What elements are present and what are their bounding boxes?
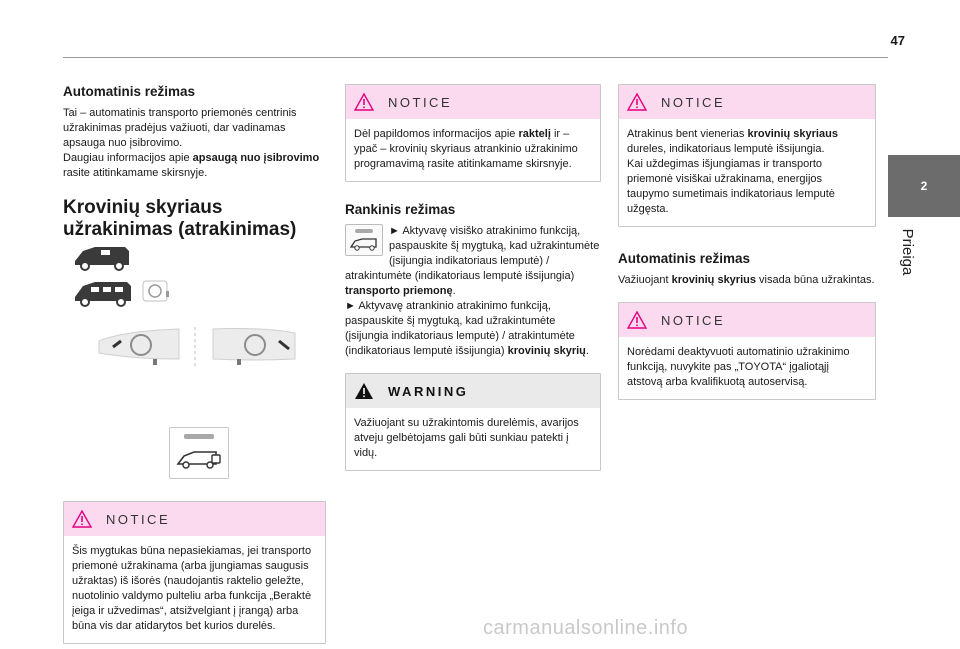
- heading-automatic-mode-cargo: Automatinis režimas: [618, 251, 751, 266]
- notice-box-button-unavailable: [63, 501, 326, 644]
- warning-box-rescuers: [345, 373, 601, 471]
- column-left: [63, 84, 326, 644]
- column-right: [618, 84, 876, 400]
- cargo-lock-button-illustration: [169, 427, 229, 479]
- heading-automatic-mode: Automatinis režimas: [63, 84, 196, 99]
- warning-text: Važiuojant su užrakintomis durelėmis, avarijos atveju gelbėtojams gali būti sunkiau patekti į vidų.: [354, 417, 579, 460]
- notice-text: Atrakinus bent vienerias krovinių skyriaus dureles, indikatoriaus lemputė išsijungia. Kai uždegimas išjungiamas ir transporto priemonė visiškai užrakinama, energijos taupymo sumetimais indikatoriaus lemputė užgęsta.: [627, 128, 838, 215]
- cargo-lock-illustration: [63, 241, 326, 423]
- notice-text: Dėl papildomos informacijos apie raktelį ir – ypač – krovinių skyriaus atrankinio užrakinimo programavimą rasite atitinkamame skirsnyje.: [354, 128, 578, 170]
- header-rule: [63, 57, 888, 58]
- notice-warning-triangle-icon: [627, 93, 647, 111]
- van-diagram-icon: [63, 241, 326, 423]
- cargo-lock-icon: [170, 428, 228, 478]
- notice-warning-triangle-icon: [72, 510, 92, 528]
- warning-label: WARNING: [388, 383, 469, 399]
- notice-label: NOTICE: [661, 94, 726, 110]
- notice-header: [619, 303, 875, 337]
- heading-manual-mode: Rankinis režimas: [345, 202, 456, 217]
- paragraph-manual-selective-unlock: ► Aktyvavę atrankinio atrakinimo funkciją, paspauskite šį mygtuką, kad užrakintumėte (įsijungia indikatoriaus lemputė) / atrakintumėte (indikatoriaus lemputė išsijungia) krovinių skyrių.: [345, 300, 589, 358]
- paragraph-more-info: Daugiau informacijos apie apsaugą nuo įsibrovimo rasite atitinkamame skirsnyje.: [63, 152, 320, 180]
- paragraph-cargo-always-locked: Važiuojant krovinių skyrius visada būna užrakintas.: [618, 274, 875, 287]
- notice-box-deactivate: [618, 302, 876, 400]
- paragraph-intro: Tai – automatinis transporto priemonės centrinis užrakinimas pradėjus važiuoti, dar vadinamas apsauga nuo įsibrovimo.: [63, 107, 297, 150]
- notice-text: Norėdami deaktyvuoti automatinio užrakinimo funkciją, nuvykite pas „TOYOTA“ įgaliotąjį atstovą arba kvalifikuotą autoservisą.: [627, 346, 850, 389]
- warning-header: [346, 374, 600, 408]
- notice-label: NOTICE: [388, 94, 453, 110]
- watermark: carmanualsonline.info: [483, 617, 689, 639]
- paragraph-manual-full-unlock: ► Aktyvavę visiško atrakinimo funkciją, paspauskite šį mygtuką, kad užrakintumėte (įsijungia indikatoriaus lemputė) / atrakintumėte (indikatoriaus lemputė išsijungia) transporto priemonę.: [345, 225, 600, 298]
- lock-button-icon: [345, 224, 383, 256]
- page-number: 47: [890, 33, 905, 48]
- notice-box-key-info: [345, 84, 601, 182]
- notice-text: Šis mygtukas būna nepasiekiamas, jei transporto priemonė užrakinama (arba įjungiamas saugusis užraktas) iš išorės (naudojantis raktelio geležte, nuotolinio valdymo pulteliu arba funkcija „Beraktė įeiga ir užvedimas“, atsižvelgiant į įrangą) arba būna vis dar atidarytos bet kurios durelės.: [72, 545, 312, 633]
- notice-header: [346, 85, 600, 119]
- section-title: Prieiga: [899, 228, 917, 276]
- warning-triangle-icon: [354, 382, 374, 400]
- notice-warning-triangle-icon: [627, 311, 647, 329]
- notice-label: NOTICE: [661, 312, 726, 328]
- section-tab[interactable]: 2: [888, 155, 960, 217]
- section-heading-cargo-lock: Krovinių skyriaus užrakinimas (atrakinimas): [63, 197, 297, 241]
- column-middle: [345, 84, 601, 471]
- notice-box-indicator-lamp: [618, 84, 876, 227]
- notice-warning-triangle-icon: [354, 93, 374, 111]
- notice-label: NOTICE: [106, 511, 171, 527]
- notice-header: [619, 85, 875, 119]
- notice-header: [64, 502, 325, 536]
